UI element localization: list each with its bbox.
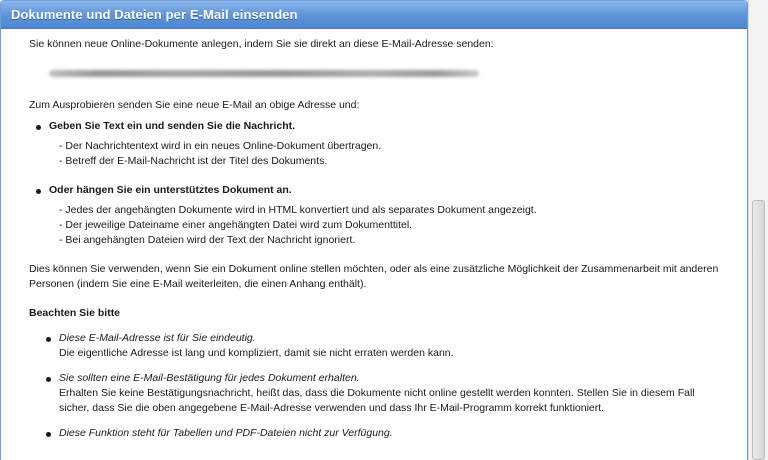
option-text-heading: Geben Sie Text ein und senden Sie die Nachricht.	[29, 119, 737, 134]
usage-text: Dies können Sie verwenden, wenn Sie ein Dokument online stellen möchten, oder als eine zusätzliche Möglichkeit der Zusammenarbeit mit anderen	[29, 263, 719, 275]
option-text-line: - Der Nachrichtentext wird in ein neues Online-Dokument übertragen.	[59, 140, 382, 152]
note-line: Erhalten Sie keine Bestätigungsnachricht, heißt das, dass die Dokumente nicht online gestellt werden konnten. Stellen Sie in diesem Fall	[59, 387, 695, 399]
option-attachment-heading: Oder hängen Sie ein unterstütztes Dokument an.	[29, 183, 737, 198]
intro-text: Sie können neue Online-Dokumente anlegen, indem Sie sie direkt an diese E-Mail-Adresse senden:	[29, 38, 494, 50]
bullet-icon	[46, 337, 51, 342]
scrollbar-thumb[interactable]	[752, 200, 765, 460]
option-text-line: - Betreff der E-Mail-Nachricht ist der Titel des Dokuments.	[59, 155, 328, 167]
bullet-icon	[36, 189, 41, 194]
bullet-icon	[46, 377, 51, 382]
dialog-content	[29, 37, 737, 441]
notes-heading: Beachten Sie bitte	[29, 307, 121, 319]
vertical-scrollbar[interactable]	[748, 0, 768, 460]
note-line: Die eigentliche Adresse ist lang und kompliziert, damit sie nicht erraten werden kann.	[59, 347, 454, 359]
note-title: Diese Funktion steht für Tabellen und PDF-Dateien nicht zur Verfügung.	[29, 426, 737, 441]
note-title: Sie sollten eine E-Mail-Bestätigung für jedes Dokument erhalten.	[29, 371, 737, 386]
option-attachment-line: - Bei angehängten Dateien wird der Text der Nachricht ignoriert.	[59, 234, 356, 246]
option-attachment-line: - Jedes der angehängten Dokumente wird in HTML konvertiert und als separates Dokument angezeigt.	[59, 204, 537, 216]
email-address-redacted	[49, 62, 479, 88]
dialog-title: Dokumente und Dateien per E-Mail einsenden	[1, 1, 747, 29]
note-title: Diese E-Mail-Adresse ist für Sie eindeutig.	[29, 331, 737, 346]
try-text: Zum Ausprobieren senden Sie eine neue E-Mail an obige Adresse und:	[29, 99, 360, 111]
bullet-icon	[36, 125, 41, 130]
bullet-icon	[46, 432, 51, 437]
usage-text: Personen (indem Sie eine E-Mail weiterleiten, die einen Anhang enthält).	[29, 278, 367, 290]
redaction-blur	[49, 70, 479, 77]
option-attachment-line: - Der jeweilige Dateiname einer angehängten Datei wird zum Dokumenttitel.	[59, 219, 413, 231]
note-line: sicher, dass Sie die oben angegebene E-Mail-Adresse verwenden und dass Ihr E-Mail-Programm korrekt funktioniert.	[59, 402, 605, 414]
